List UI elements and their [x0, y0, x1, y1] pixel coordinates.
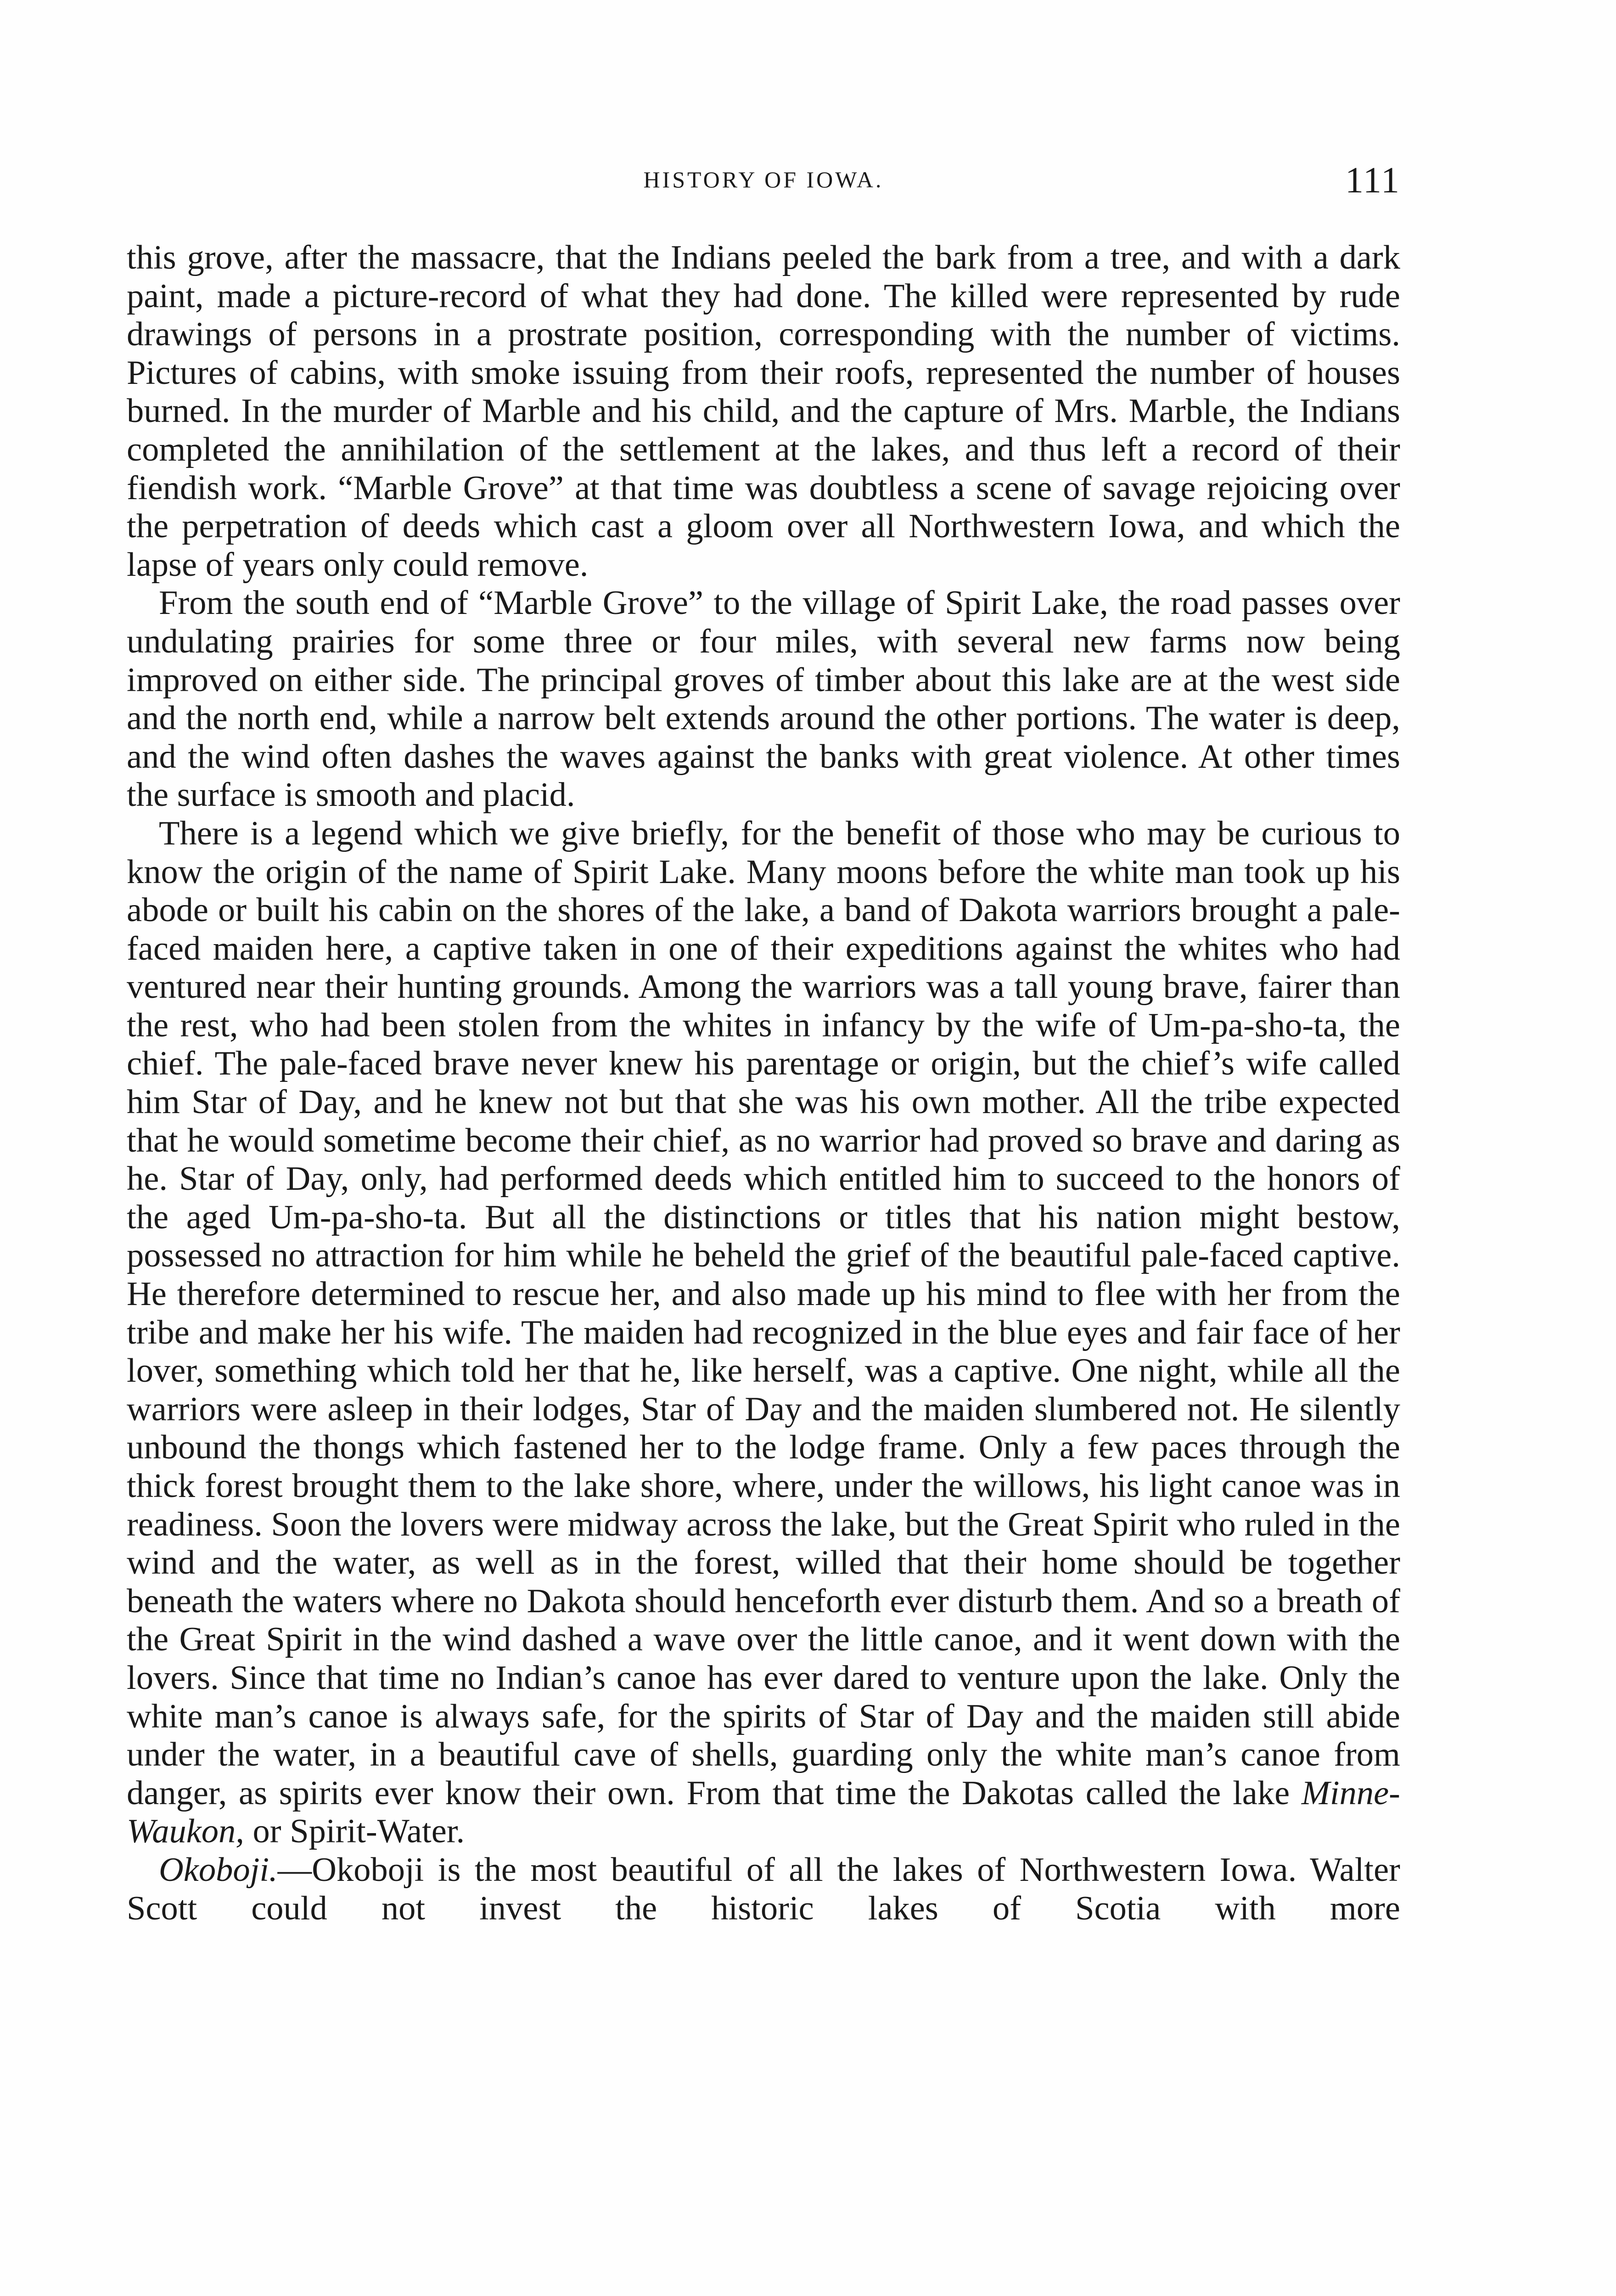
paragraph-spirit-lake-road: From the south end of “Marble Grove” to the village of Spirit Lake, the road passes over undulating prairies for some three or four miles, with several new farms now being improved on either side. The principal groves of timber about this lake are at the west side and the north end, while a narrow belt extends around the other portions. The water is deep, and the wind often dashes the waves against the banks with great violence. At other times the surface is smooth and placid.	[127, 584, 1400, 814]
okoboji-heading: Okoboji.	[159, 1851, 278, 1889]
paragraph-okoboji	[127, 1851, 1400, 1928]
okoboji-text: —Okoboji is the most beautiful of all the lakes of Northwestern Iowa. Walter Scott could not invest the historic lakes of Scotia with more	[127, 1851, 1400, 1927]
running-header	[127, 162, 1400, 203]
body-text	[127, 239, 1400, 1928]
page-number: 111	[1345, 160, 1400, 201]
paragraph-spirit-lake-legend	[127, 815, 1400, 1851]
paragraph-marble-grove: this grove, after the massacre, that the Indians peeled the bark from a tree, and with a dark paint, made a picture-record of what they had done. The killed were represented by rude drawings of persons in a prostrate position, corresponding with the number of victims. Pictures of cabins, with smoke issuing from their roofs, represented the number of houses burned. In the murder of Marble and his child, and the capture of Mrs. Marble, the Indians completed the annihilation of the settlement at the lakes, and thus left a record of their fiendish work. “Marble Grove” at that time was doubtless a scene of savage rejoicing over the perpetration of deeds which cast a gloom over all Northwestern Iowa, and which the lapse of years only could remove.	[127, 239, 1400, 584]
legend-text: There is a legend which we give briefly, for the benefit of those who may be curious to know the origin of the name of Spirit Lake. Many moons before the white man took up his abode or built his cabin on the shores of the lake, a band of Dakota warriors brought a pale-faced maiden here, a captive taken in one of their expeditions against the whites who had ventured near their hunting grounds. Among the warriors was a tall young brave, fairer than the rest, who had been stolen from the whites in infancy by the wife of Um-pa-sho-ta, the chief. The pale-faced brave never knew his parentage or origin, but the chief’s wife called him Star of Day, and he knew not but that she was his own mother. All the tribe expected that he would sometime become their chief, as no warrior had proved so brave and daring as he. Star of Day, only, had performed deeds which entitled him to succeed to the honors of the aged Um-pa-sho-ta. But all the distinctions or titles that his nation might bestow, possessed no attraction for him while he beheld the grief of the beautiful pale-faced captive. He therefore determined to rescue her, and also made up his mind to flee with her from the tribe and make her his wife. The maiden had recognized in the blue eyes and fair face of her lover, something which told her that he, like herself, was a captive. One night, while all the warriors were asleep in their lodges, Star of Day and the maiden slumbered not. He silently unbound the thongs which fastened her to the lodge frame. Only a few paces through the thick forest brought them to the lake shore, where, under the willows, his light canoe was in readiness. Soon the lovers were midway across the lake, but the Great Spirit who ruled in the wind and the water, as well as in the forest, willed that their home should be together beneath the waters where no Dakota should henceforth ever disturb them. And so a breath of the Great Spirit in the wind dashed a wave over the little canoe, and it went down with the lovers. Since that time no Indian’s canoe has ever dared to venture upon the lake. Only the white man’s canoe is always safe, for the spirits of Star of Day and the maiden still abide under the water, in a beautiful cave of shells, guarding only the white man’s canoe from danger, as spirits ever know their own. From that time the Dakotas called the lake	[127, 814, 1400, 1812]
running-title: HISTORY OF IOWA.	[643, 167, 884, 192]
legend-text-end: or Spirit-Water.	[252, 1812, 465, 1851]
minne-waukon-term: Minne-Waukon,	[127, 1774, 1400, 1851]
